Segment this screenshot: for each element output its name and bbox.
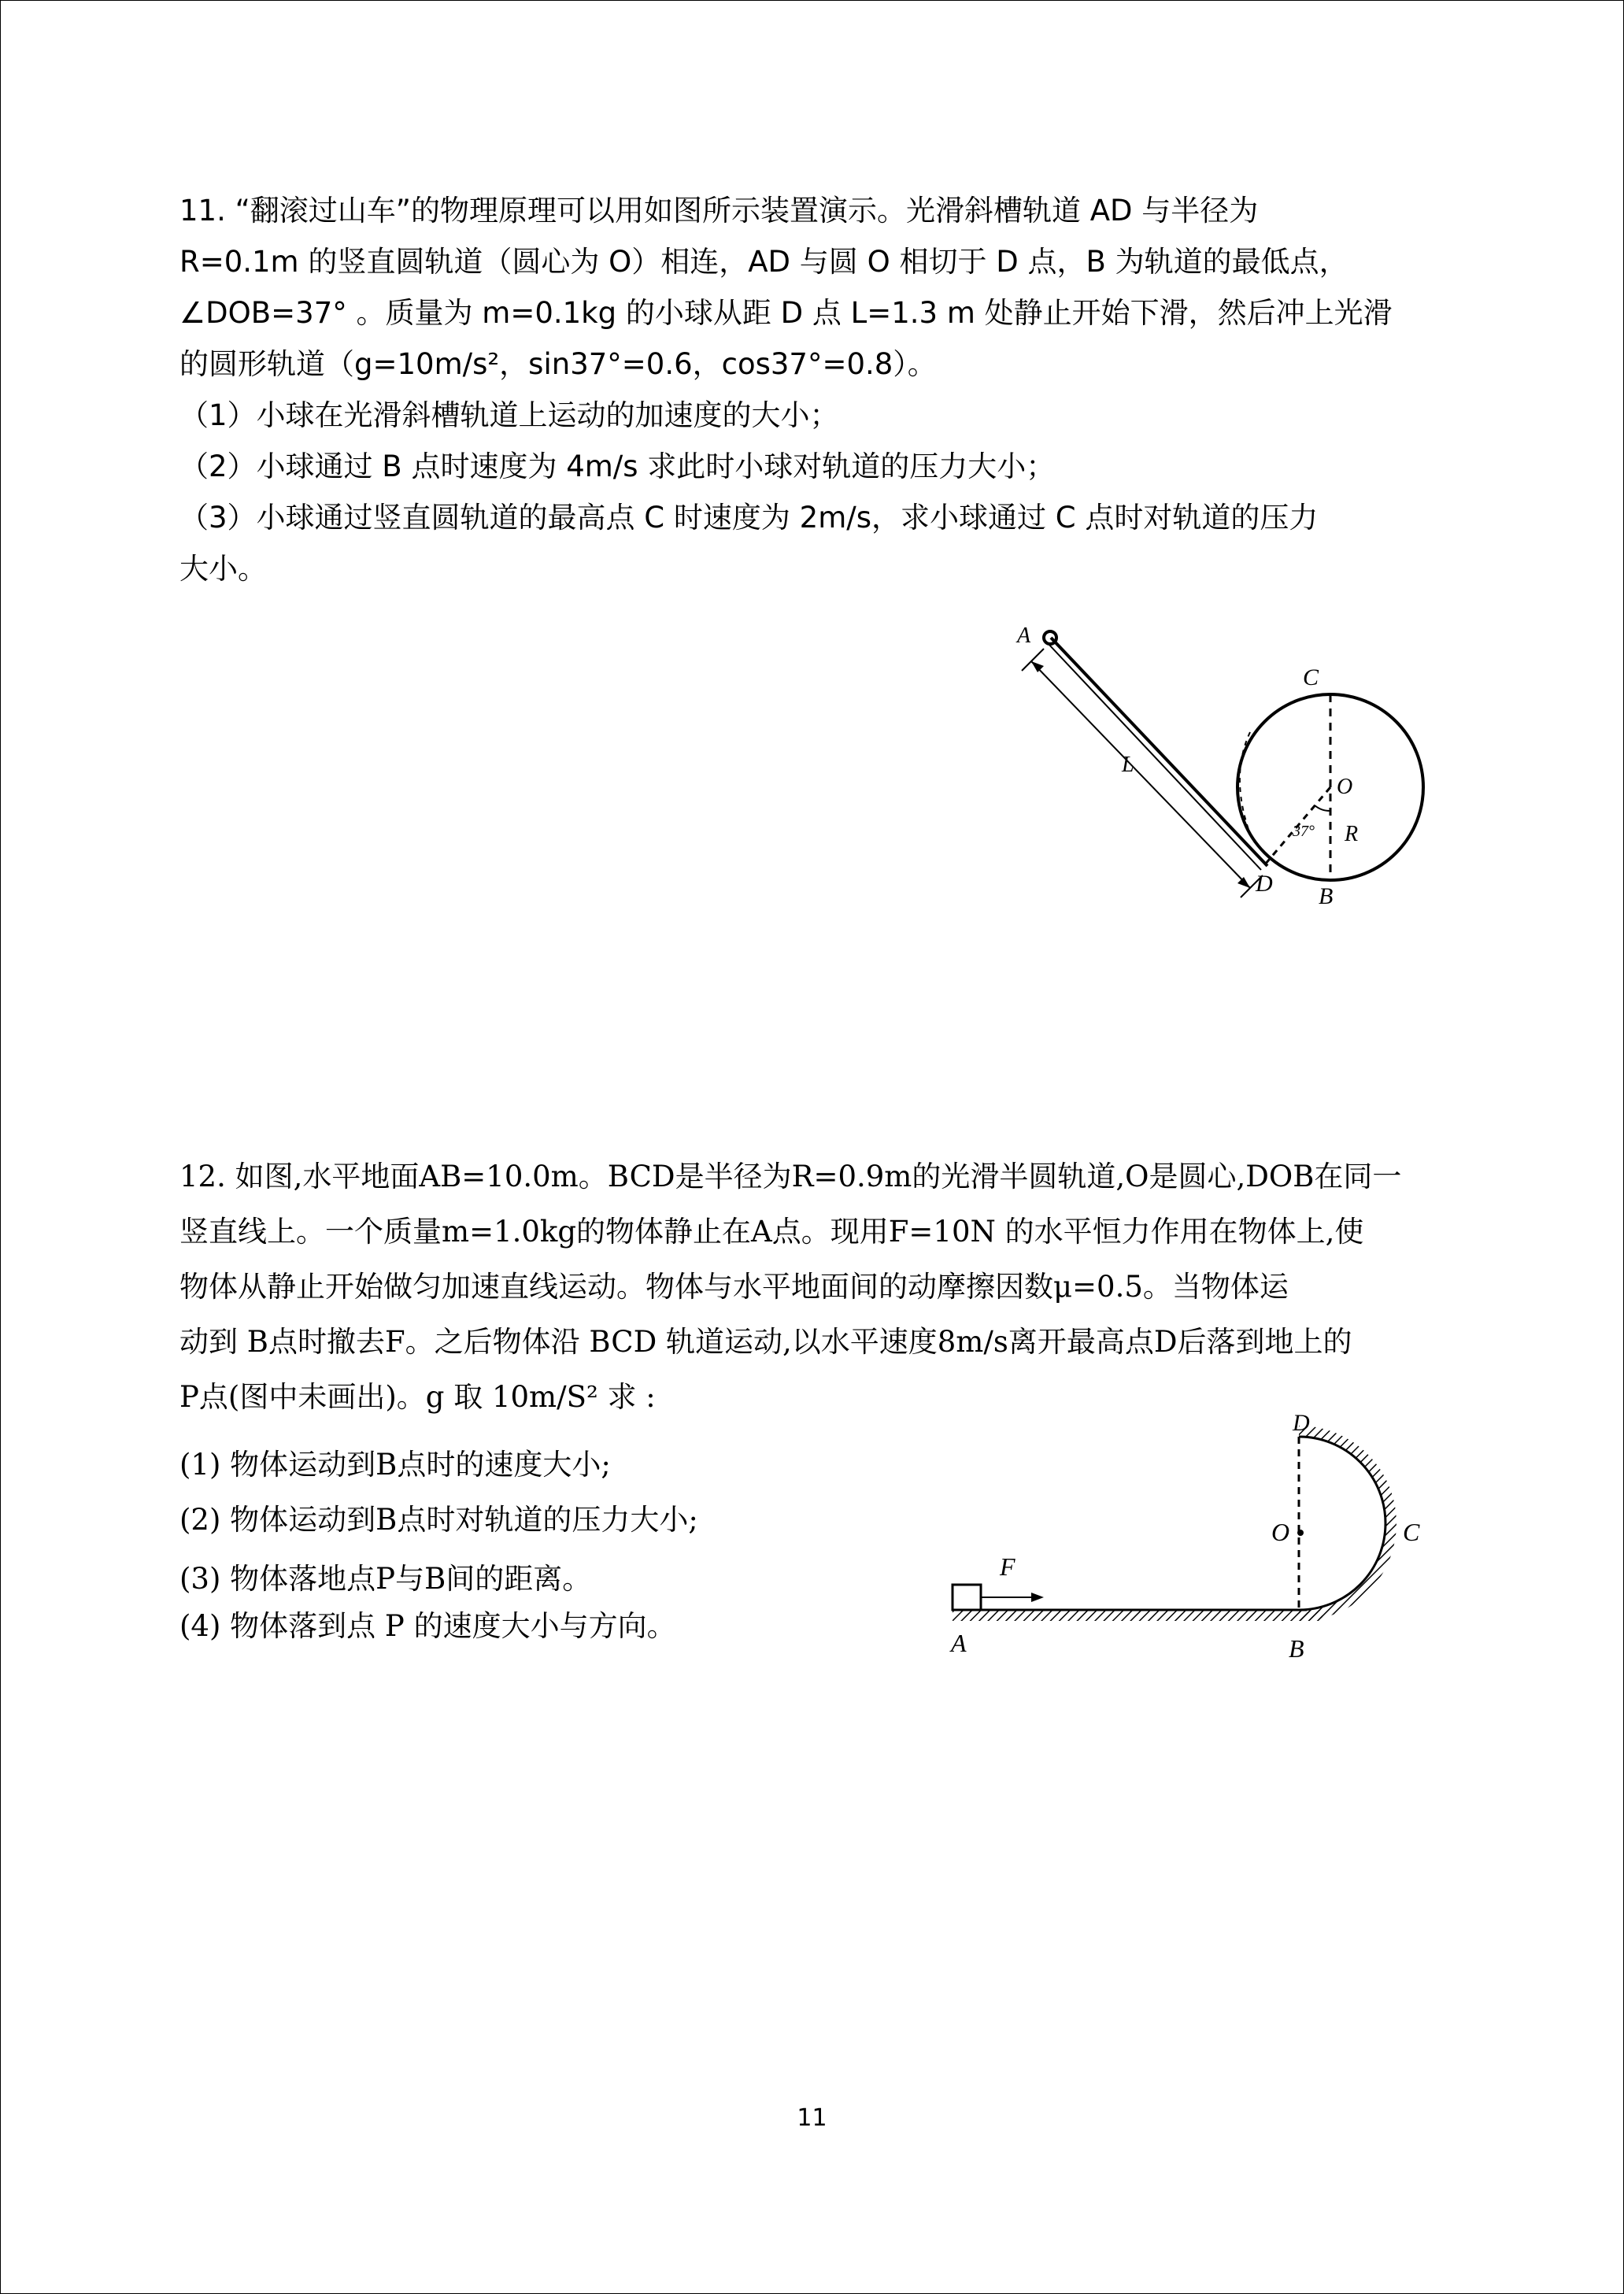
angle-arc <box>1315 805 1330 811</box>
center-o <box>1297 1530 1304 1536</box>
label-c: C <box>1403 1518 1420 1546</box>
force-arrowhead <box>1031 1593 1044 1602</box>
label-c: C <box>1303 664 1319 690</box>
q11-line-1: 11. “翻滚过山车”的物理原理可以用如图所示装置演示。光滑斜槽轨道 AD 与半径为 <box>179 194 1259 228</box>
length-dimension <box>1031 661 1250 888</box>
incline-ad <box>1051 638 1267 866</box>
arrow-down <box>1237 877 1250 888</box>
block <box>953 1585 981 1610</box>
q12-line-4: 动到 B点时撤去F。之后物体沿 BCD 轨道运动,以水平速度8m/s离开最高点D后落到地上的 <box>179 1325 1352 1359</box>
label-b: B <box>1289 1634 1304 1663</box>
q11-line-4: 的圆形轨道（g=10m/s²，sin37°=0.6，cos37°=0.8）。 <box>179 347 937 381</box>
q12-line-5: P点(图中未画出)。g 取 10m/S² 求 : <box>179 1380 656 1414</box>
arrow-up <box>1031 661 1044 672</box>
semicircle-hatch <box>1299 1426 1396 1621</box>
q11-part-2: （2）小球通过 B 点时速度为 4m/s 求此时小球对轨道的压力大小； <box>179 450 1056 483</box>
q12-part-4: (4) 物体落到点 P 的速度大小与方向。 <box>179 1609 676 1643</box>
q12-part-3: (3) 物体落地点P与B间的距离。 <box>179 1562 592 1596</box>
q12-line-1: 12. 如图,水平地面AB=10.0m。BCD是半径为R=0.9m的光滑半圆轨道,O是圆心,DOB在同一 <box>179 1160 1402 1193</box>
label-angle: 37° <box>1293 823 1315 840</box>
incline-ad-inner <box>1047 642 1261 870</box>
q11-line-2: R=0.1m 的竖直圆轨道（圆心为 O）相连，AD 与圆 O 相切于 D 点，B 为轨道的最低点， <box>179 245 1348 279</box>
label-o: O <box>1271 1518 1290 1546</box>
label-o: O <box>1337 775 1353 799</box>
q11-line-3: ∠DOB=37° 。质量为 m=0.1kg 的小球从距 D 点 L=1.3 m 处静止开始下滑，然后冲上光滑 <box>179 296 1393 330</box>
label-l: L <box>1122 753 1134 777</box>
figure-half-circle-track <box>937 1413 1456 1681</box>
page-number: 11 <box>797 2104 827 2132</box>
ground-hatch <box>953 1610 1323 1621</box>
label-a: A <box>951 1629 967 1657</box>
q12-part-1: (1) 物体运动到B点时的速度大小; <box>179 1448 611 1482</box>
q12-part-2: (2) 物体运动到B点时对轨道的压力大小; <box>179 1503 698 1537</box>
label-d: D <box>1293 1413 1310 1436</box>
label-d: D <box>1256 871 1273 897</box>
label-a: A <box>1017 623 1031 648</box>
question-11 <box>179 185 1455 594</box>
q11-part-3-cont: 大小。 <box>179 552 267 586</box>
figure-loop-track <box>1000 614 1441 929</box>
ball <box>1044 631 1056 644</box>
q11-part-1: （1）小球在光滑斜槽轨道上运动的加速度的大小； <box>179 398 839 432</box>
q12-line-2: 竖直线上。一个质量m=1.0kg的物体静止在A点。现用F=10N 的水平恒力作用在物体上,使 <box>179 1215 1364 1249</box>
label-b: B <box>1319 883 1334 909</box>
q12-line-3: 物体从静止开始做匀加速直线运动。物体与水平地面间的动摩擦因数μ=0.5。当物体运 <box>179 1270 1289 1304</box>
question-12 <box>179 1149 1455 1425</box>
q11-part-3: （3）小球通过竖直圆轨道的最高点 C 时速度为 2m/s，求小球通过 C 点时对轨道的压力 <box>179 501 1319 535</box>
label-r: R <box>1345 822 1359 846</box>
label-f: F <box>1000 1552 1015 1581</box>
